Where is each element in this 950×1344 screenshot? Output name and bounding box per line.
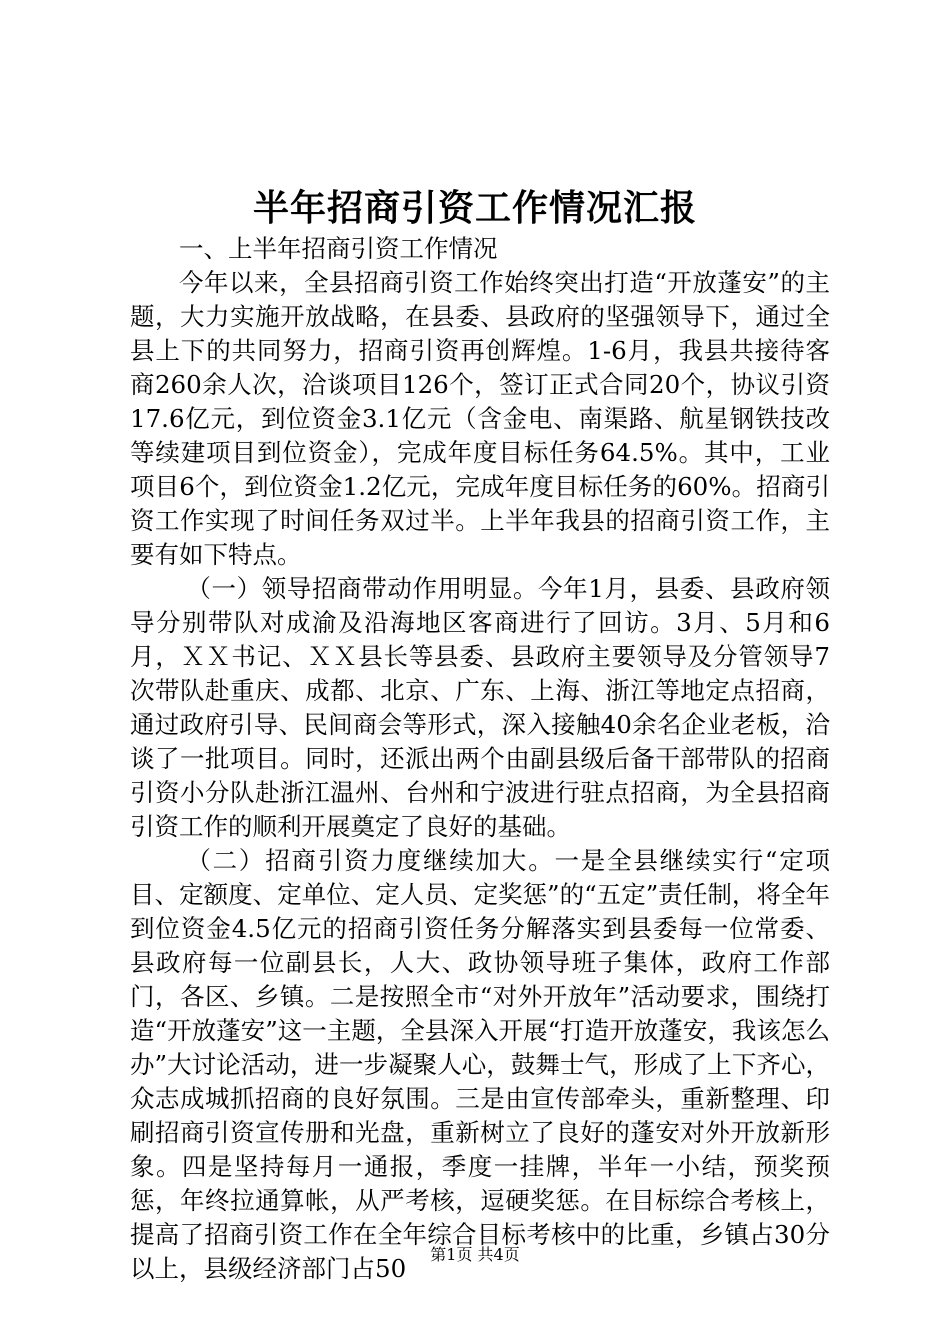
paragraph-leadership: （一）领导招商带动作用明显。今年1月，县委、县政府领导分别带队对成渝及沿海地区客商进行了回访。3月、5月和6月，ＸＸ书记、ＸＸ县长等县委、县政府主要领导及分管领导7次带队赴重庆、成都、北京、广东、上海、浙江等地定点招商，通过政府引导、民间商会等形式，深入接触40余名企业老板，洽谈了一批项目。同时，还派出两个由副县级后备干部带队的招商引资小分队赴浙江温州、台州和宁波进行驻点招商，为全县招商引资工作的顺利开展奠定了良好的基础。 [130,574,830,841]
paragraph-intensity: （二）招商引资力度继续加大。一是全县继续实行“定项目、定额度、定单位、定人员、定奖惩”的“五定”责任制，将全年到位资金4.5亿元的招商引资任务分解落实到县委每一位常委、县政府每一位副县长，人大、政协领导班子集体，政府工作部门，各区、乡镇。二是按照全市“对外开放年”活动要求，围绕打造“开放蓬安”这一主题，全县深入开展“打造开放蓬安，我该怎么办”大讨论活动，进一步凝聚人心，鼓舞士气，形成了上下齐心，众志成城抓招商的良好氛围。三是由宣传部牵头，重新整理、印刷招商引资宣传册和光盘，重新树立了良好的蓬安对外开放新形象。四是坚持每月一通报，季度一挂牌，半年一小结，预奖预惩，年终拉通算帐，从严考核，逗硬奖惩。在目标综合考核上，提高了招商引资工作在全年综合目标考核中的比重，乡镇占30分以上，县级经济部门占50 [130,846,830,1283]
document-title: 半年招商引资工作情况汇报 [252,187,697,229]
document-body [130,232,830,1286]
section-heading: 一、上半年招商引资工作情况 [179,234,498,263]
page-footer: 第1页 共4页 [430,1245,520,1264]
paragraph-overview: 今年以来，全县招商引资工作始终突出打造“开放蓬安”的主题，大力实施开放战略，在县委、县政府的坚强领导下，通过全县上下的共同努力，招商引资再创辉煌。1-6月，我县共接待客商260余人次，洽谈项目126个，签订正式合同20个，协议引资17.6亿元，到位资金3.1亿元（含金电、南渠路、航星钢铁技改等续建项目到位资金），完成年度目标任务64.5%。其中，工业项目6个，到位资金1.2亿元，完成年度目标任务的60%。招商引资工作实现了时间任务双过半。上半年我县的招商引资工作，主要有如下特点。 [130,268,830,569]
